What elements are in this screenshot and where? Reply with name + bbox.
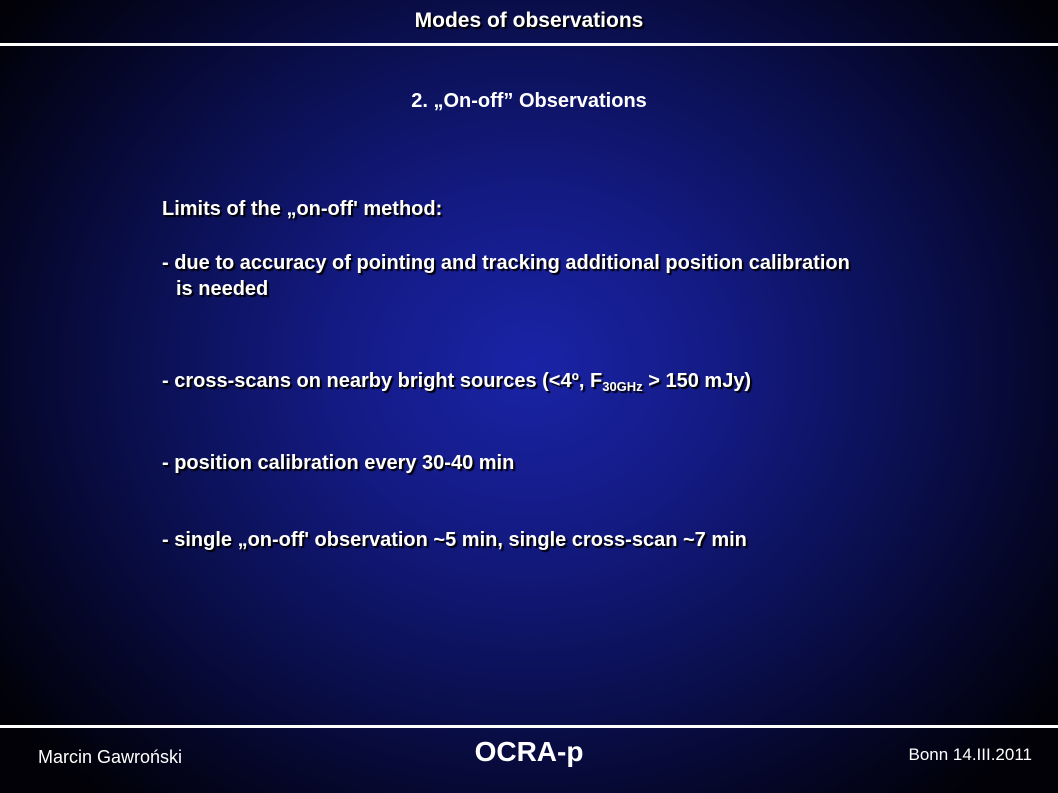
footer-project: OCRA-p [474, 736, 584, 767]
bullet-observation-time: - single „on-off' observation ~5 min, single cross-scan ~7 min [162, 529, 747, 551]
bullet-cross-scans [162, 368, 751, 394]
slide-subtitle: 2. „On-off” Observations [411, 90, 647, 112]
slide-title: Modes of observations [414, 9, 644, 32]
bullet-cross-scans-tail: > 150 mJy) [642, 370, 752, 392]
bullet-position-calibration: - position calibration every 30-40 min [162, 452, 515, 474]
bullet-cross-scans-subscript: 30GHz [602, 379, 643, 394]
limits-heading: Limits of the „on-off' method: [162, 198, 443, 220]
bottom-divider [0, 725, 1058, 728]
bullet-cross-scans-text: - cross-scans on nearby bright sources (<4º, F [162, 370, 603, 392]
top-divider [0, 43, 1058, 46]
bullet-pointing-accuracy-cont: is needed [176, 278, 269, 300]
footer-author: Marcin Gawroński [38, 747, 183, 767]
footer-venue-date: Bonn 14.III.2011 [908, 745, 1032, 764]
bullet-pointing-accuracy: - due to accuracy of pointing and tracking additional position calibration [162, 252, 850, 274]
